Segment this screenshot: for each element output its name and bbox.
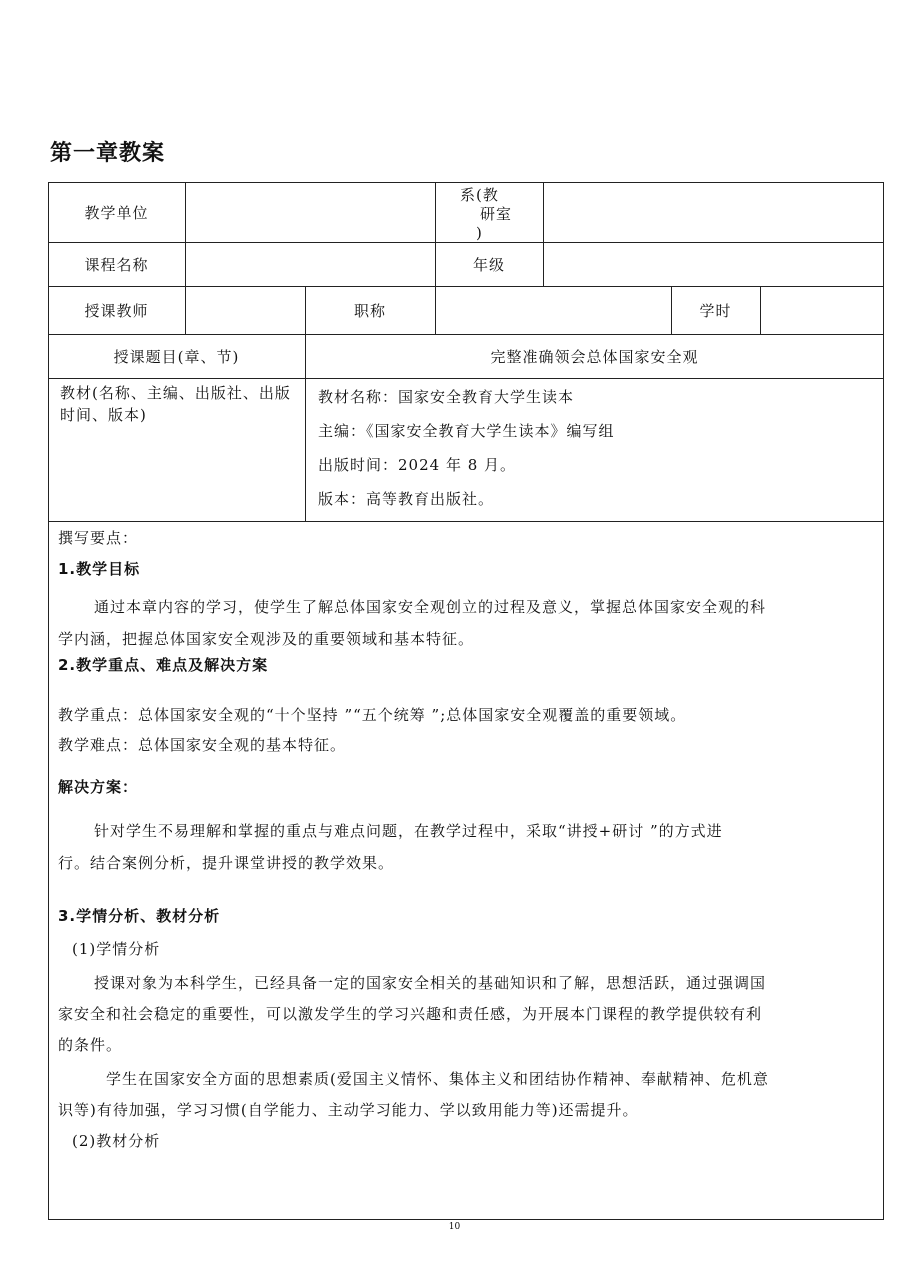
textbook-label: 教材(名称、主编、出版社、出版时间、版本) [60, 384, 291, 424]
teaching-unit-label: 教学单位 [84, 203, 149, 222]
section-heading-analysis: 3.学情分析、教材分析 [58, 907, 221, 925]
course-name-label: 课程名称 [84, 255, 149, 274]
page-number: 10 [448, 1222, 461, 1232]
department-label-line: ) [476, 224, 483, 242]
col-divider [185, 286, 186, 334]
grade-label: 年级 [472, 255, 505, 274]
col-divider [435, 286, 436, 334]
topic-value: 完整准确领会总体国家安全观 [490, 347, 699, 366]
text-line: 家安全和社会稳定的重要性，可以激发学生的学习兴趣和责任感，为开展本门课程的教学提供较有利 [58, 1005, 763, 1023]
text-line: 通过本章内容的学习，使学生了解总体国家安全观创立的过程及意义，掌握总体国家安全观的科 [94, 598, 767, 616]
credit-hours-label: 学时 [699, 301, 732, 320]
key-points-text: 教学重点：总体国家安全观的“十个坚持 ”“五个统筹 ”;总体国家安全观覆盖的重要领域。 [58, 706, 687, 724]
text-line: 的条件。 [58, 1036, 123, 1054]
textbook-details [318, 380, 878, 516]
textbook-publish-date: 出版时间：2024 年 8 月。 [318, 456, 517, 474]
department-label [460, 186, 540, 242]
row-divider [48, 378, 884, 379]
solution-paragraph [58, 815, 878, 879]
text-line: 识等)有待加强，学习习惯(自学能力、主动学习能力、学以致用能力等)还需提升。 [58, 1101, 639, 1119]
student-quality-paragraph [58, 1064, 878, 1126]
text-line: 行。结合案例分析，提升课堂讲授的教学效果。 [58, 854, 395, 872]
text-line: 针对学生不易理解和掌握的重点与难点问题，在教学过程中，采取“讲授+研讨 ”的方式进 [94, 822, 723, 840]
writing-points-label: 撰写要点： [58, 529, 139, 547]
textbook-edition: 版本：高等教育出版社。 [318, 490, 495, 508]
topic-label: 授课题目(章、节) [113, 347, 240, 366]
col-divider [543, 182, 544, 286]
textbook-name: 教材名称：国家安全教育大学生读本 [318, 388, 575, 406]
textbook-editor: 主编：《国家安全教育大学生读本》编写组 [318, 422, 615, 440]
student-analysis-paragraph [58, 968, 878, 1061]
text-line: 授课对象为本科学生，已经具备一定的国家安全相关的基础知识和了解，思想活跃，通过强调国 [94, 974, 767, 992]
text-line: 学生在国家安全方面的思想素质(爱国主义情怀、集体主义和团结协作精神、奉献精神、危机意 [106, 1070, 769, 1088]
subheading-textbook-analysis: (2)教材分析 [72, 1132, 161, 1150]
col-divider [185, 182, 186, 286]
difficulties-text: 教学难点：总体国家安全观的基本特征。 [58, 736, 347, 754]
text-line: 学内涵，把握总体国家安全观涉及的重要领域和基本特征。 [58, 630, 475, 648]
section-heading-objectives: 1.教学目标 [58, 560, 141, 578]
objectives-paragraph [58, 591, 878, 655]
department-label-line: 系(教 [460, 186, 499, 204]
job-title-label: 职称 [353, 301, 386, 320]
teacher-label: 授课教师 [84, 301, 149, 320]
solution-heading: 解决方案： [58, 778, 139, 796]
section-heading-key-points: 2.教学重点、难点及解决方案 [58, 656, 269, 674]
col-divider [760, 286, 761, 334]
department-label-line: 研室 [480, 205, 513, 223]
subheading-student-analysis: (1)学情分析 [72, 940, 161, 958]
page-title: 第一章教案 [50, 141, 166, 166]
